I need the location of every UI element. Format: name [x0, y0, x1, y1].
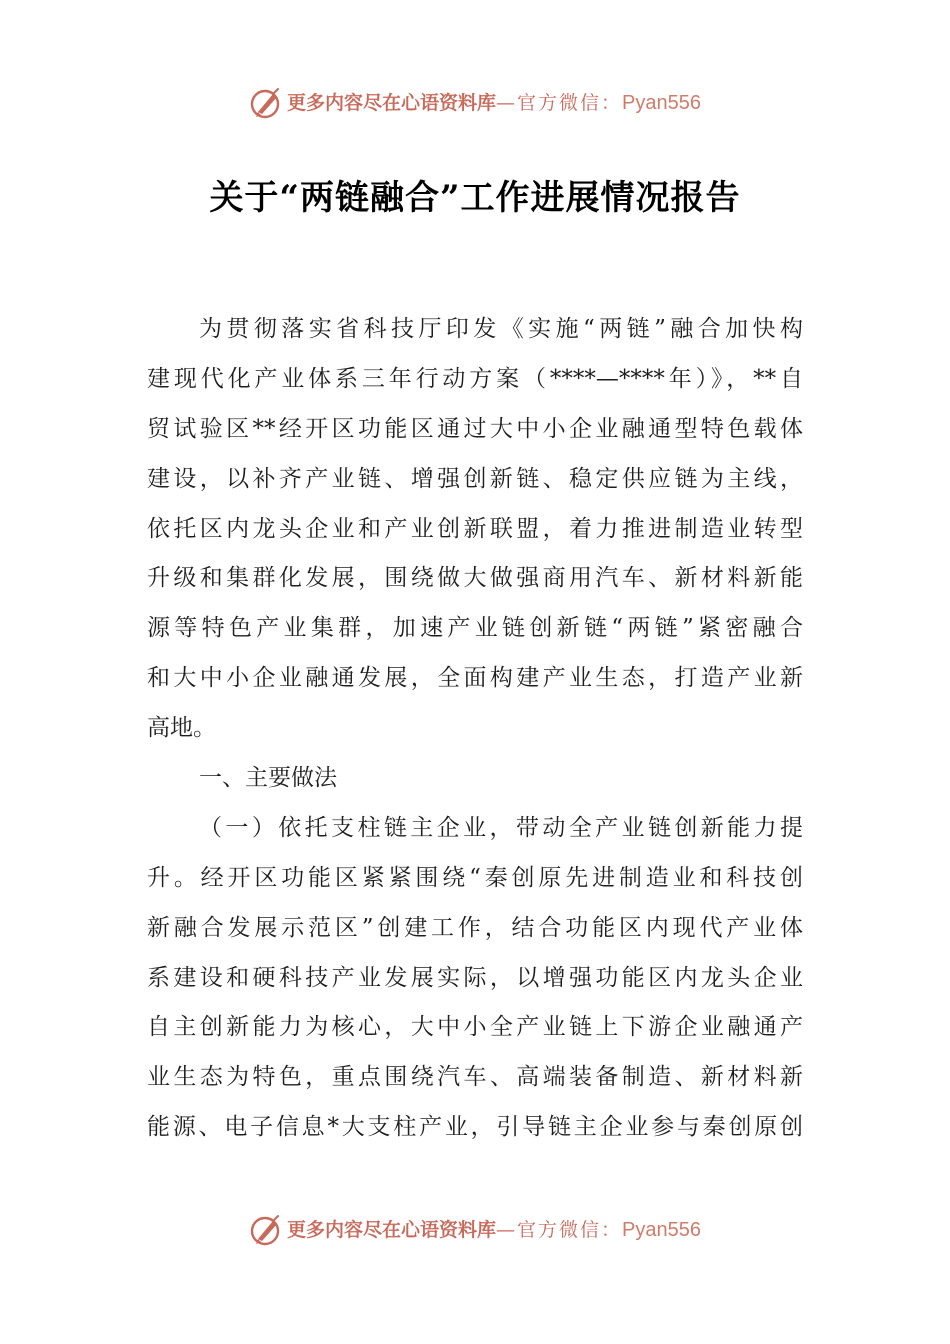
body-line: 高地。	[147, 715, 216, 742]
pen-logo-icon	[249, 86, 283, 120]
body-line: 升级和集群化发展，围绕做大做强商用汽车、新材料新能	[147, 565, 803, 592]
watermark-separator-text: —官方微信：	[496, 92, 623, 114]
body-line: 和大中小企业融通发展，全面构建产业生态，打造产业新	[147, 665, 803, 692]
body-line: 依托区内龙头企业和产业创新联盟，着力推进制造业转型	[147, 515, 803, 542]
watermark-brand-text: 更多内容尽在心语资料库	[287, 1219, 497, 1241]
footer-watermark	[0, 1212, 950, 1248]
document-title: 关于“两链融合”工作进展情况报告	[209, 178, 741, 218]
body-line: 建设，以补齐产业链、增强创新链、稳定供应链为主线，	[147, 465, 803, 492]
body-line: 升。经开区功能区紧紧围绕“秦创原先进制造业和科技创	[147, 864, 803, 891]
watermark-brand-text: 更多内容尽在心语资料库	[287, 92, 497, 114]
header-watermark	[0, 85, 950, 121]
body-line: （一）依托支柱链主企业，带动全产业链创新能力提	[199, 814, 803, 841]
watermark-wechat-id: Pyan556	[622, 1219, 701, 1241]
body-line: 自主创新能力为核心，大中小全产业链上下游企业融通产	[147, 1014, 803, 1041]
body-line: 为贯彻落实省科技厅印发《实施“两链”融合加快构	[199, 316, 803, 342]
watermark-wechat-id: Pyan556	[622, 92, 701, 114]
watermark-separator-text: —官方微信：	[496, 1219, 623, 1241]
body-line: 业生态为特色，重点围绕汽车、高端装备制造、新材料新	[147, 1064, 803, 1091]
body-line: 建现代化产业体系三年行动方案（****—****年）》，**自	[147, 365, 803, 392]
document-body	[147, 305, 803, 1153]
body-line: 新融合发展示范区”创建工作，结合功能区内现代产业体	[147, 914, 803, 941]
section-heading: 一、主要做法	[199, 765, 337, 792]
body-line: 源等特色产业集群，加速产业链创新链“两链”紧密融合	[147, 615, 803, 642]
pen-logo-icon	[249, 1213, 283, 1247]
body-line: 贸试验区**经开区功能区通过大中小企业融通型特色载体	[147, 415, 803, 442]
body-line: 能源、电子信息*大支柱产业，引导链主企业参与秦创原创	[147, 1114, 803, 1141]
body-line: 系建设和硬科技产业发展实际，以增强功能区内龙头企业	[147, 964, 803, 991]
